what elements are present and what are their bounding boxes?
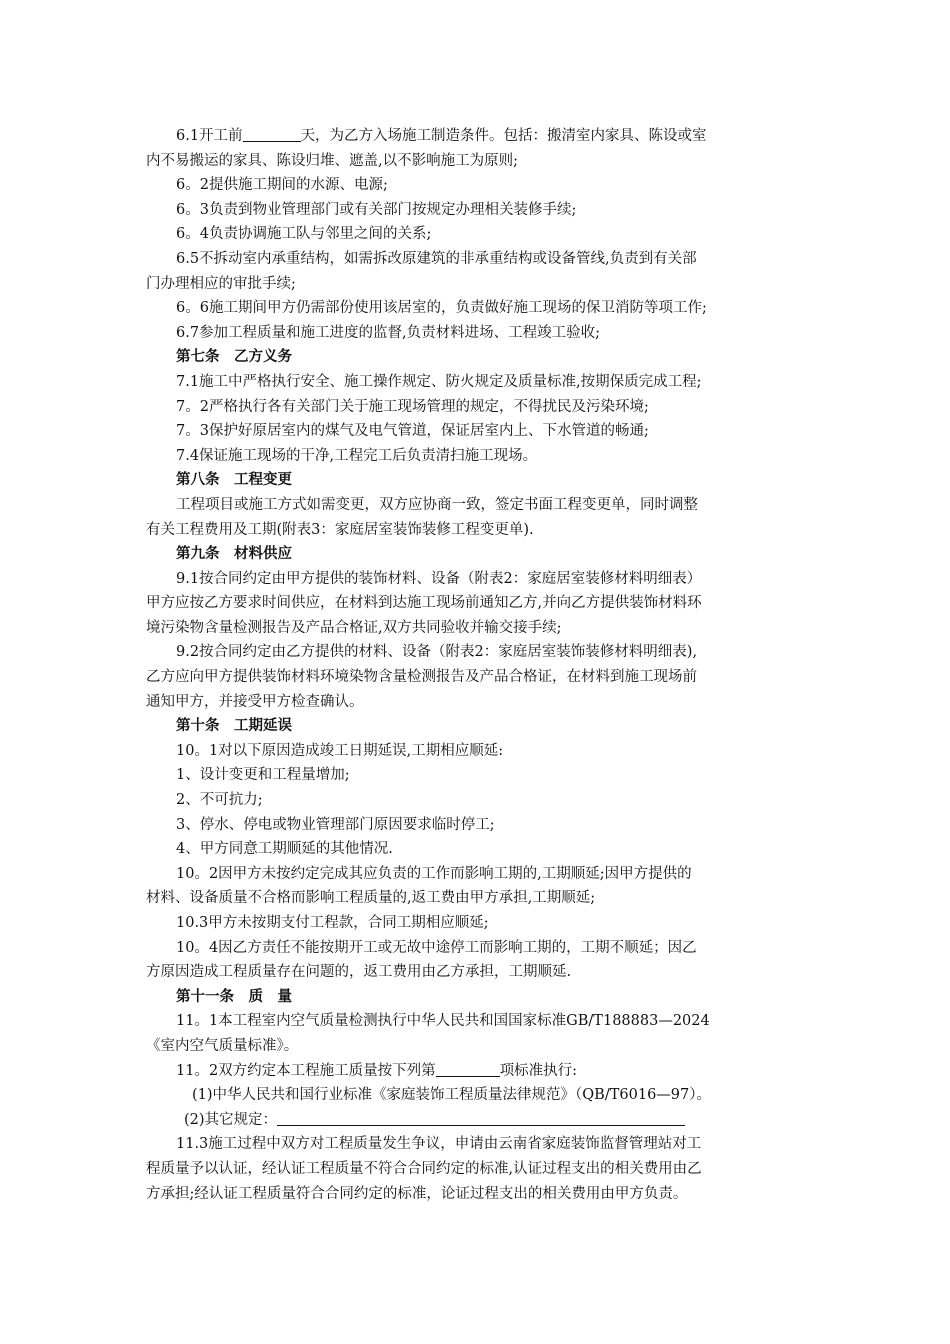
clause-10-1-item-4: 4、甲方同意工期顺延的其他情况. [176,841,393,858]
document-page [146,124,798,1206]
clause-10-3: 10.3甲方未按期支付工程款，合同工期相应顺延; [176,915,489,931]
clause-8-cont: 有关工程费用及工期(附表3：家庭居室装饰装修工程变更单). [146,521,534,538]
clause-10-4: 10。4因乙方责任不能按期开工或无故中途停工而影响工期的，工期不顺延；因乙 [176,939,697,956]
clause-10-2: 10。2因甲方未按约定完成其应负责的工作而影响工期的,工期顺延;因甲方提供的 [176,865,692,882]
blank-field-days[interactable] [243,127,301,142]
heading-article-11: 第十一条 质 量 [176,988,292,1005]
clause-10-4-cont: 方原因造成工程质量存在问题的，返工费用由乙方承担，工期顺延. [146,964,572,981]
clause-11-2-item-1: (1)中华人民共和国行业标准《家庭装饰工程质量法律规范》（QB/T6016—97）。 [192,1087,711,1104]
blank-field-other-rules[interactable] [277,1111,685,1126]
clause-7-4: 7.4保证施工现场的干净,工程完工后负责清扫施工现场。 [176,447,538,464]
clause-11-3-cont-2: 方承担;经认证工程质量符合合同约定的标准，论证过程支出的相关费用由甲方负责。 [146,1185,688,1202]
clause-6-4: 6。4负责协调施工队与邻里之间的关系; [176,226,432,243]
clause-11-1: 11。1本工程室内空气质量检测执行中华人民共和国国家标准GB/T188883—2024 [176,1013,710,1030]
clause-9-2-cont-2: 通知甲方，并接受甲方检查确认。 [146,693,364,710]
clause-10-1-item-2: 2、不可抗力; [176,792,263,809]
clause-11-3: 11.3施工过程中双方对工程质量发生争议，申请由云南省家庭装饰监督管理站对工 [176,1136,702,1153]
heading-article-10: 第十条 工期延误 [176,718,292,735]
clause-11-1-cont: 《室内空气质量标准》。 [146,1037,299,1054]
clause-7-3: 7。3保护好原居室内的煤气及电气管道，保证居室内上、下水管道的畅通; [176,423,649,440]
clause-6-7: 6.7参加工程质量和施工进度的监督,负责材料进场、工程竣工验收; [176,324,601,341]
blank-field-standard[interactable] [436,1062,500,1077]
clause-10-2-cont: 材料、设备质量不合格而影响工程质量的,返工费由甲方承担,工期顺延; [146,890,596,907]
clause-11-2: 11。2双方约定本工程施工质量按下列第 项标准执行: [176,1062,578,1079]
clause-11-2-item-2: (2)其它规定： [146,1108,798,1133]
clause-6-5-cont: 门办理相应的审批手续; [146,275,296,292]
clause-9-1: 9.1按合同约定由甲方提供的装饰材料、设备（附表2：家庭居室装修材料明细表） [176,570,702,587]
clause-6-3: 6。3负责到物业管理部门或有关部门按规定办理相关装修手续; [176,201,577,218]
clause-9-2-cont-1: 乙方应向甲方提供装饰材料环境染物含量检测报告及产品合格证，在材料到施工现场前 [146,669,697,686]
heading-article-7: 第七条 乙方义务 [176,349,292,366]
clause-6-2: 6。2提供施工期间的水源、电源; [176,177,388,194]
heading-article-9: 第九条 材料供应 [176,546,292,563]
clause-6-1-cont: 内不易搬运的家具、陈设归堆、遮盖,以不影响施工为原则; [146,152,518,169]
clause-7-2: 7。2严格执行各有关部门关于施工现场管理的规定，不得扰民及污染环境; [176,398,649,415]
clause-11-3-cont-1: 程质量予以认证，经认证工程质量不符合合同约定的标准,认证过程支出的相关费用由乙 [146,1160,702,1177]
clause-7-1: 7.1施工中严格执行安全、施工操作规定、防火规定及质量标准,按期保质完成工程; [176,373,702,390]
clause-10-1: 10。1对以下原因造成竣工日期延误,工期相应顺延: [176,742,504,759]
clause-6-6: 6。6施工期间甲方仍需部份使用该居室的，负责做好施工现场的保卫消防等项工作; [176,300,707,317]
clause-6-5: 6.5不拆动室内承重结构，如需拆改原建筑的非承重结构或设备管线,负责到有关部 [176,250,697,267]
clause-6-1: 6.1开工前 天，为乙方入场施工制造条件。包括：搬清室内家具、陈设或室 [176,128,707,144]
clause-9-2: 9.2按合同约定由乙方提供的材料、设备（附表2：家庭居室装饰装修材料明细表), [176,644,698,661]
heading-article-8: 第八条 工程变更 [176,472,292,489]
clause-8: 工程项目或施工方式如需变更，双方应协商一致，签定书面工程变更单，同时调整 [176,496,698,513]
clause-9-1-cont-2: 境污染物含量检测报告及产品合格证,双方共同验收并输交接手续; [146,619,562,636]
clause-10-1-item-1: 1、设计变更和工程量增加; [176,767,350,784]
clause-9-1-cont-1: 甲方应按乙方要求时间供应，在材料到达施工现场前通知乙方,并向乙方提供装饰材料环 [146,595,702,612]
clause-10-1-item-3: 3、停水、停电或物业管理部门原因要求临时停工; [176,816,495,833]
